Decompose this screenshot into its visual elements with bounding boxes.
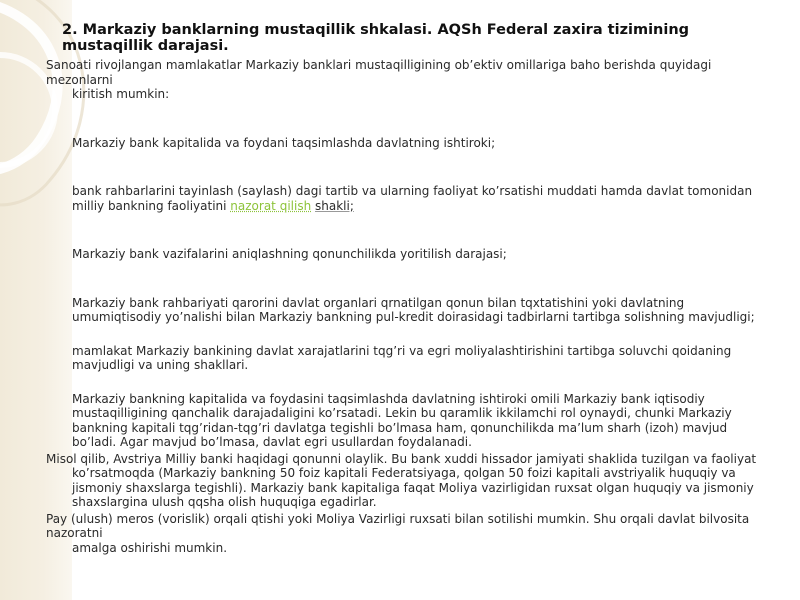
criterion-5: mamlakat Markaziy bankining davlat xarajatlarini tqg’ri va egri moliyalashtirishini tartibga soluvchi qoidaning mavjudligi va uning shakllari. (72, 343, 732, 372)
closing-second-line: amalga oshirishi mumkin. (72, 540, 228, 555)
example-first-line: Misol qilib, Avstriya Milliy banki haqidagi qonunni olaylik. Bu bank xuddi hissador jamiyati shaklida tuzilgan va faoliyat (46, 451, 757, 466)
closing-paragraph (46, 512, 774, 556)
intro-paragraph (46, 58, 774, 102)
closing-first-line: Pay (ulush) meros (vorislik) orqali qtishi yoki Moliya Vazirligi ruxsati bilan sotilishi mumkin. Shu orqali davlat bilvosita nazoratni (46, 511, 750, 540)
example-rest: ko’rsatmoqda (Markaziy bankning 50 foiz kapitali Federatsiyaga, qolgan 50 foizi kapitali avstriyalik huquqiy va jismoniy shaxslarga tegishli). Markaziy bank kapitaliga faqat Moliya vazirligidan ruxsat olgan huquqiy va jismoniy shaxslargina ulush qqsha olish huquqiga egadirlar. (72, 466, 754, 509)
slide-content (46, 22, 774, 555)
example-paragraph (46, 452, 774, 510)
intro-second-line: kiritish mumkin: (72, 87, 170, 101)
intro-first-line: Sanoati rivojlangan mamlakatlar Markaziy banklari mustaqilligining ob’ektiv omillariga baho berishda quyidagi mezonlarni (46, 58, 712, 87)
criterion-3: Markaziy bank vazifalarini aniqlashning qonunchilikda yoritilish darajasi; (72, 247, 507, 261)
criterion-1: Markaziy bank kapitalida va foydani taqsimlashda davlatning ishtiroki; (72, 135, 496, 150)
slide-heading: 2. Markaziy banklarning mustaqillik shkalasi. AQSh Federal zaxira tizimining mustaqillik darajasi. (62, 22, 690, 54)
nazorat-link[interactable]: nazorat qilish (230, 198, 312, 213)
criterion-4: Markaziy bank rahbariyati qarorini davlat organlari qrnatilgan qonun bilan tqxtatishini yoki davlatning umumiqtisodiy yo’nalishi bilan Markaziy bankning pul-kredit doirasidagi tadbirlarni tartibga solishning mavjudligi; (72, 295, 755, 324)
criterion-6: Markaziy bankning kapitalida va foydasini taqsimlashda davlatning ishtiroki omili Markaziy bank iqtisodiy mustaqilligining qanchalik darajadaligini ko’rsatadi. Lekin bu qaramlik ikkilamchi rol oynaydi, chunki Markaziy bankning kapitali tqg’ridan-tqg’ri davlatga tegishli bo’lmasa ham, qonunchilikda ma’lum sharh (izoh) mavjud bo’ladi. Agar mavjud bo’lmasa, davlat egri usullardan foydalanadi. (72, 391, 732, 449)
criterion-2-text: bank rahbarlarini tayinlash (saylash) dagi tartib va ularning faoliyat ko’rsatishi muddati hamda davlat tomonidan milliy bankning faoliyatini (72, 184, 753, 213)
criterion-2-end: shakli; (315, 198, 354, 213)
criterion-2 (72, 184, 774, 213)
